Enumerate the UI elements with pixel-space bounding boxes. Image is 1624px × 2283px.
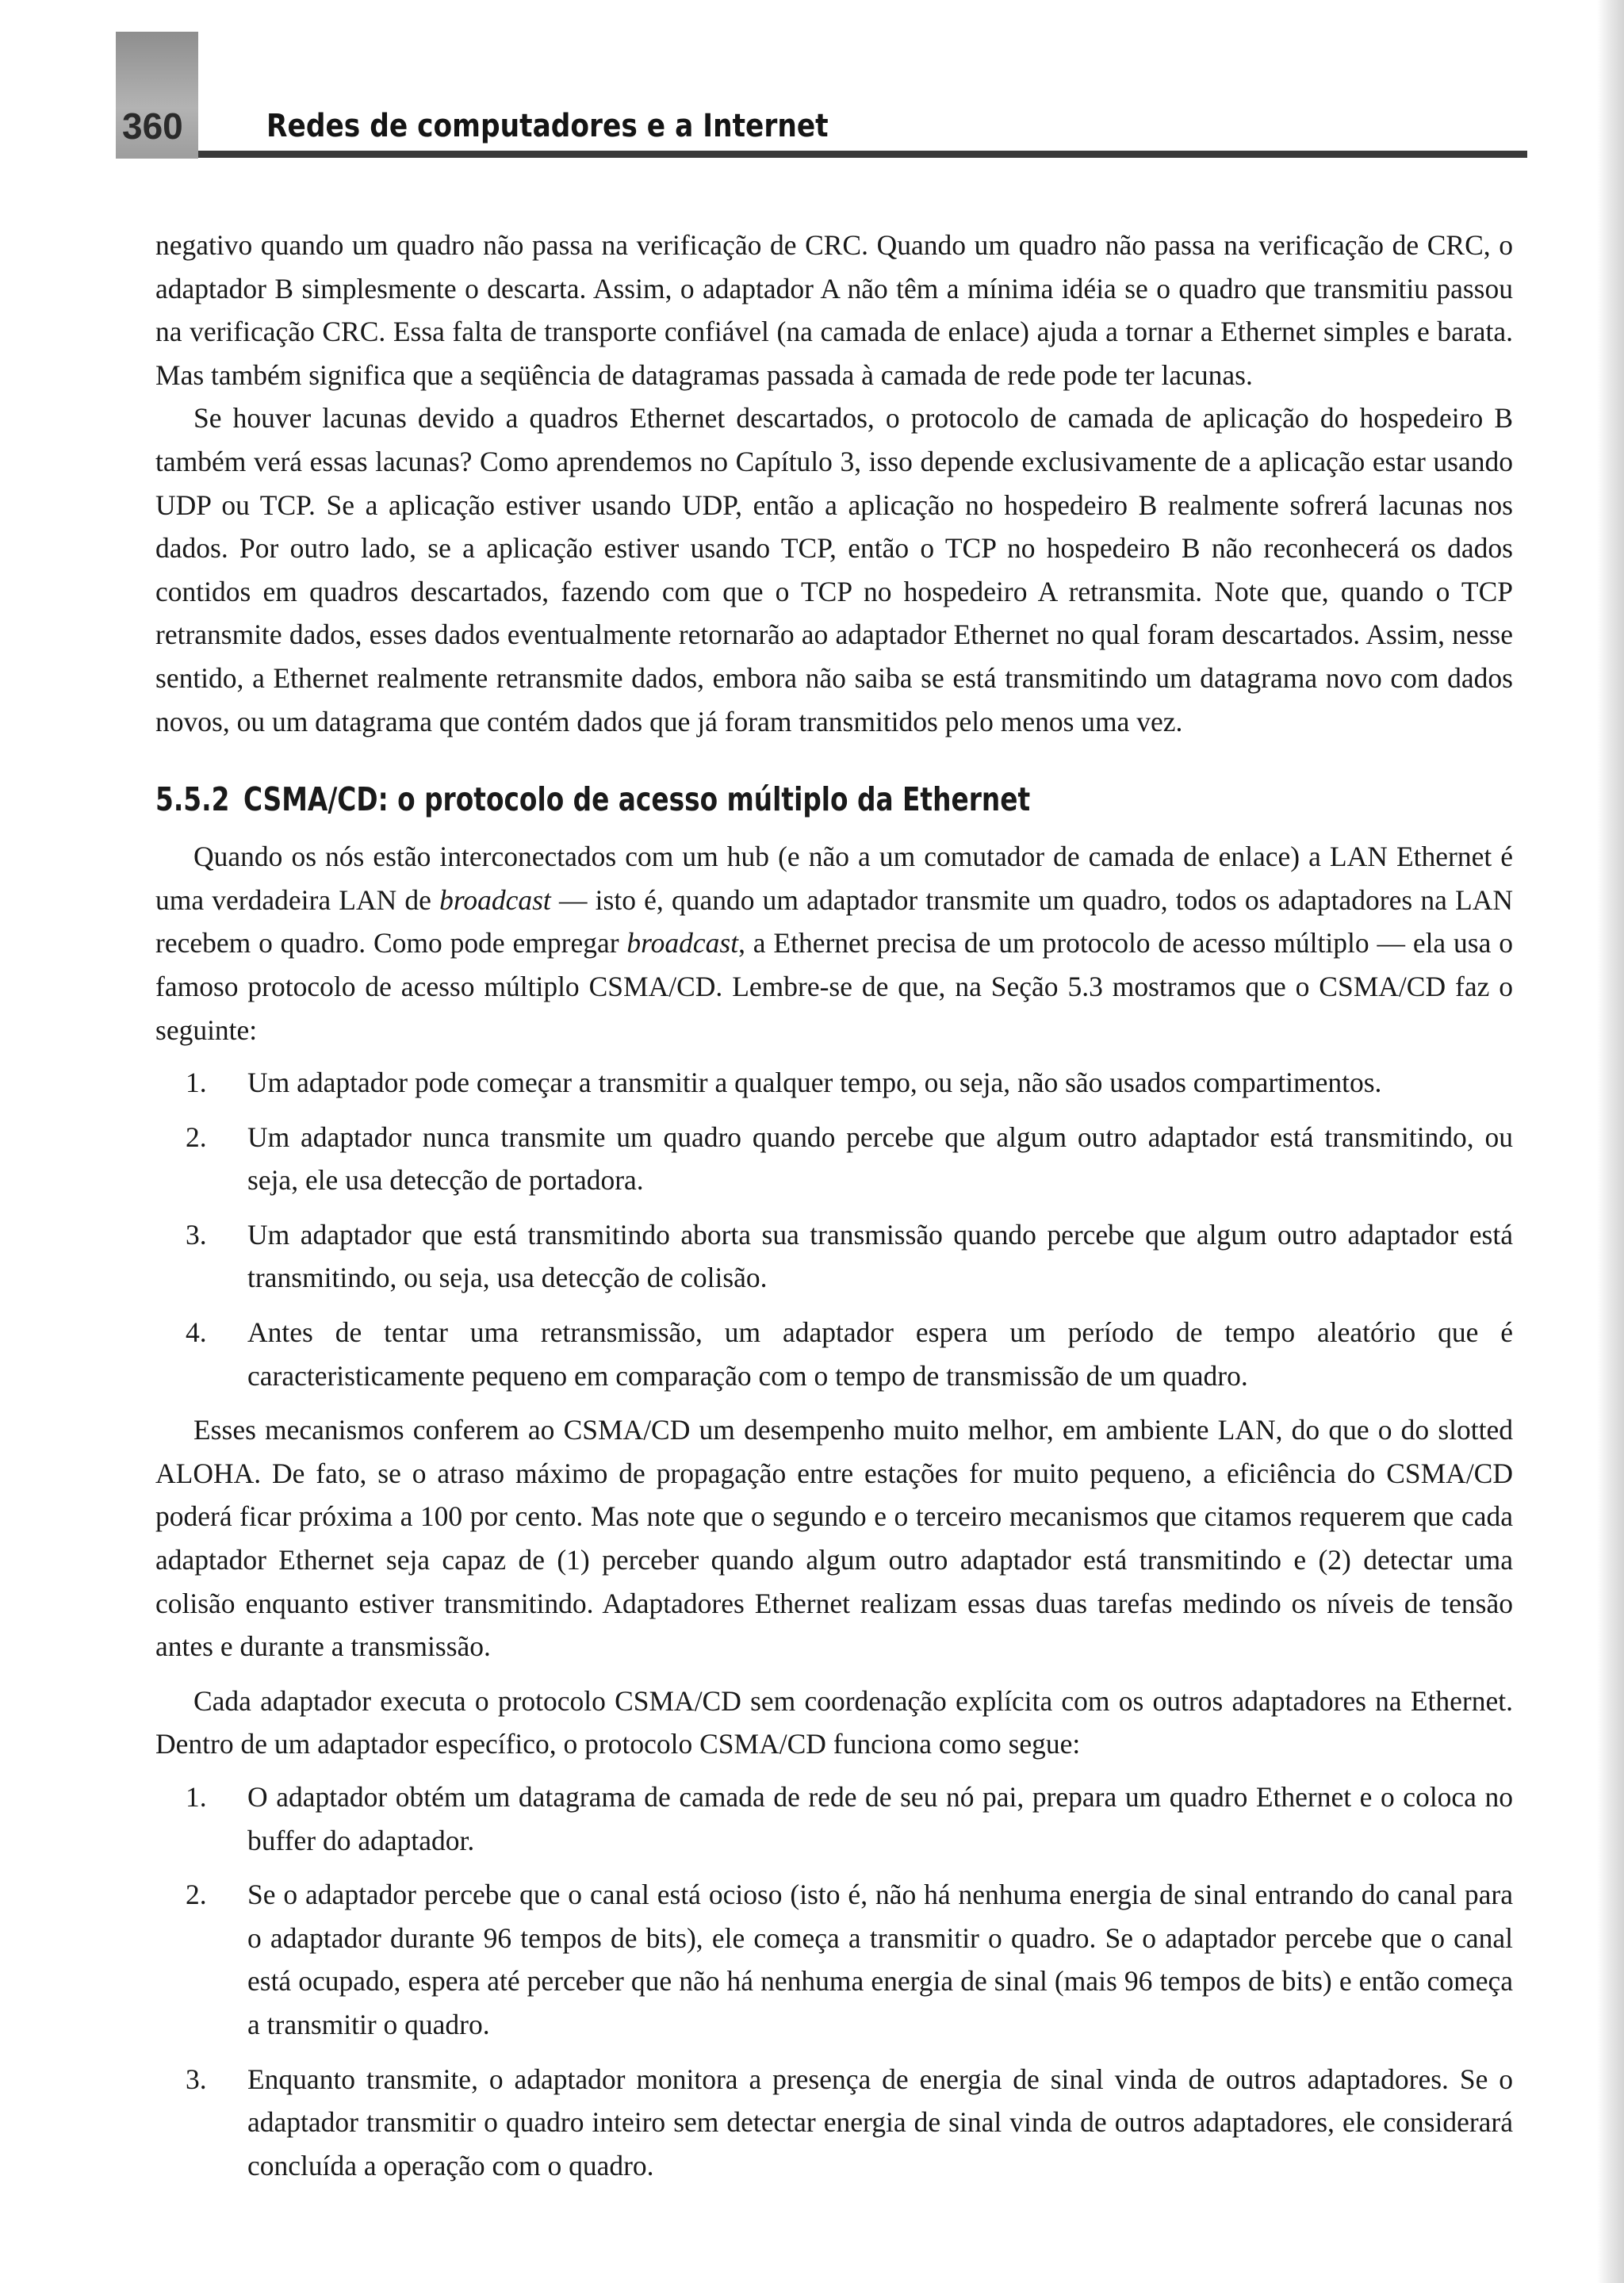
csma-properties-list (155, 1061, 1513, 1397)
list-text: Se o adaptador percebe que o canal está ocioso (isto é, não há nenhuma energia de sinal entrando do canal para o adaptador durante 96 tempos de bits), ele começa a transmitir o quadro. Se o adaptador percebe que o canal está ocupado, espera até perceber que não há nenhuma energia de sinal (mais 96 tempos de bits) e então começa a transmitir o quadro. (247, 1879, 1513, 2040)
page-number: 360 (122, 105, 183, 147)
list-number: 2. (186, 1879, 207, 1911)
list-item (155, 2058, 1513, 2188)
section-title: CSMA/CD: o protocolo de acesso múltiplo da Ethernet (243, 780, 1031, 819)
page-edge-shadow (1597, 0, 1624, 2283)
list-text: Antes de tentar uma retransmissão, um adaptador espera um período de tempo aleatório que é caracteristicamente pequeno em comparação com o tempo de transmissão de um quadro. (247, 1316, 1513, 1392)
csma-steps-list (155, 1775, 1513, 2187)
intro-italic-1: broadcast (439, 883, 551, 916)
list-item (155, 1873, 1513, 2046)
paragraph: Cada adaptador executa o protocolo CSMA/CD sem coordenação explícita com os outros adaptadores na Ethernet. Dentro de um adaptador específico, o protocolo CSMA/CD funciona como segue: (155, 1684, 1513, 1760)
list-item (155, 1775, 1513, 1862)
list-text: Um adaptador nunca transmite um quadro quando percebe que algum outro adaptador está transmitindo, ou seja, ele usa detecção de portadora. (247, 1120, 1513, 1197)
list-number: 1. (186, 1067, 207, 1099)
section-heading (155, 775, 1242, 824)
list-item (155, 1061, 1513, 1105)
intro-text-1: Quando os nós estão interconectados com um hub (e não a um comutador de camada de enlace) a LAN Ethernet é uma verdadeira LAN de (155, 841, 1513, 916)
list-item (155, 1311, 1513, 1397)
list-text: Um adaptador pode começar a transmitir a qualquer tempo, ou seja, não são usados compartimentos. (247, 1067, 1382, 1099)
paragraph-continued: negativo quando um quadro não passa na verificação de CRC. Quando um quadro não passa na verificação de CRC, o adaptador B simplesmente o descarta. Assim, o adaptador A não têm a mínima idéia se o quadro que transmitiu passou na verificação CRC. Essa falta de transporte confiável (na camada de enlace) ajuda a tornar a Ethernet simples e barata. Mas também significa que a seqüência de datagramas passada à camada de rede pode ter lacunas. (155, 229, 1513, 391)
list-text: O adaptador obtém um datagrama de camada de rede de seu nó pai, prepara um quadro Ethernet e o coloca no buffer do adaptador. (247, 1781, 1513, 1856)
list-number: 3. (186, 2063, 207, 2095)
list-text: Um adaptador que está transmitindo aborta sua transmissão quando percebe que algum outro adaptador está transmitindo, ou seja, usa detecção de colisão. (247, 1218, 1513, 1294)
running-header (116, 32, 1527, 159)
section-intro-paragraph (155, 835, 1513, 1051)
section-number: 5.5.2 (155, 780, 230, 819)
running-title: Redes de computadores e a Internet (266, 108, 829, 144)
page-number-box (116, 32, 198, 159)
paragraph: Esses mecanismos conferem ao CSMA/CD um desempenho muito melhor, em ambiente LAN, do que o do slotted ALOHA. De fato, se o atraso máximo de propagação entre estações for muito pequeno, a eficiência do CSMA/CD poderá ficar próxima a 100 por cento. Mas note que o segundo e o terceiro mecanismos que citamos requerem que cada adaptador Ethernet seja capaz de (1) perceber quando algum outro adaptador está transmitindo e (2) detectar uma colisão enquanto estiver transmitindo. Adaptadores Ethernet realizam essas duas tarefas medindo os níveis de tensão antes e durante a transmissão. (155, 1414, 1513, 1663)
list-number: 3. (186, 1218, 207, 1251)
list-number: 1. (186, 1781, 207, 1813)
list-item (155, 1116, 1513, 1202)
intro-italic-2: broadcast (626, 927, 739, 960)
list-number: 4. (186, 1316, 207, 1349)
intro-text-3: , a Ethernet precisa de um protocolo de acesso múltiplo — ela usa o famoso protocolo de acesso múltiplo CSMA/CD. Lembre-se de que, na Seção 5.3 mostramos que o CSMA/CD faz o seguinte: (155, 927, 1513, 1046)
intro-text-2: — isto é, quando um adaptador transmite um quadro, todos os adaptadores na LAN recebem o quadro. Como pode empregar (155, 883, 1513, 960)
list-number: 2. (186, 1120, 207, 1153)
paragraph: Se houver lacunas devido a quadros Ethernet descartados, o protocolo de camada de aplicação do hospedeiro B também verá essas lacunas? Como aprendemos no Capítulo 3, isso depende exclusivamente de a aplicação estar usando UDP ou TCP. Se a aplicação estiver usando UDP, então a aplicação no hospedeiro B realmente sofrerá lacunas nos dados. Por outro lado, se a aplicação estiver usando TCP, então o TCP no hospedeiro B não reconhecerá os dados contidos em quadros descartados, fazendo com que o TCP no hospedeiro A retransmita. Note que, quando o TCP retransmite dados, esses dados eventualmente retornarão ao adaptador Ethernet no qual foram descartados. Assim, nesse sentido, a Ethernet realmente retransmite dados, embora não saiba se está transmitindo um datagrama novo com dados novos, ou um datagrama que contém dados que já foram transmitidos pelo menos uma vez. (155, 402, 1513, 737)
list-item (155, 1213, 1513, 1300)
list-text: Enquanto transmite, o adaptador monitora a presença de energia de sinal vinda de outros adaptadores. Se o adaptador transmitir o quadro inteiro sem detectar energia de sinal vinda de outros adaptadores, ele considerará concluída a operação com o quadro. (247, 2063, 1513, 2181)
page-body (155, 224, 1513, 2198)
header-rule (198, 151, 1527, 158)
